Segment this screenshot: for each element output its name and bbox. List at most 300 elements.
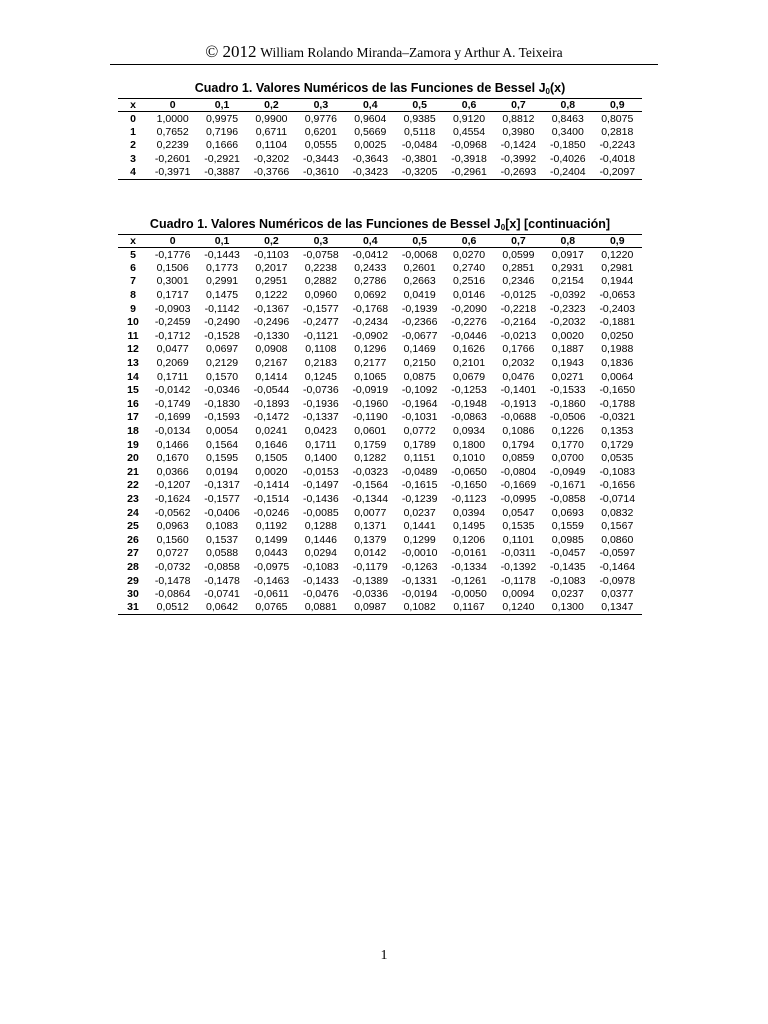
table-cell: 0,1167 bbox=[444, 601, 493, 615]
table-cell: -0,2097 bbox=[593, 166, 642, 180]
table-cell: -0,1564 bbox=[352, 479, 389, 492]
table-cell: 0,2101 bbox=[452, 357, 486, 370]
table-cell: 0,0237 bbox=[403, 506, 436, 519]
table-cell: 0,1887 bbox=[551, 343, 584, 356]
table-cell: -0,0902 bbox=[352, 329, 389, 342]
table-cell: -0,1939 bbox=[401, 302, 438, 315]
header-rule bbox=[110, 64, 658, 65]
row-x-value: 29 bbox=[127, 574, 139, 587]
table-cell: -0,0677 bbox=[401, 329, 438, 342]
table-cell: 0,1400 bbox=[304, 452, 337, 465]
table-cell: 0,0194 bbox=[206, 465, 239, 478]
authors-line: William Rolando Miranda–Zamora y Arthur A. Teixeira bbox=[260, 45, 563, 60]
table-cell: -0,1788 bbox=[599, 397, 636, 410]
table-cell: -0,3971 bbox=[148, 166, 197, 180]
table-cell: 0,9604 bbox=[354, 112, 387, 125]
table-cell: -0,2276 bbox=[451, 316, 487, 329]
table-cell: -0,0968 bbox=[451, 139, 487, 152]
table-row bbox=[118, 411, 642, 425]
table-cell: -0,1178 bbox=[501, 574, 536, 587]
column-header: 0,6 bbox=[444, 235, 493, 248]
table-cell: -0,1443 bbox=[204, 248, 240, 261]
table-cell: 0,1789 bbox=[403, 438, 436, 451]
table-cell: -0,0804 bbox=[500, 465, 537, 478]
table-cell: 0,1766 bbox=[502, 343, 535, 356]
table-cell: -0,0714 bbox=[599, 492, 636, 505]
table-cell: -0,0863 bbox=[451, 411, 487, 424]
table-cell: 0,2663 bbox=[403, 275, 436, 288]
table-cell: -0,0975 bbox=[253, 560, 290, 573]
table-cell: 0,1151 bbox=[403, 452, 436, 465]
table-cell: -0,1433 bbox=[303, 574, 339, 587]
table-row bbox=[118, 166, 642, 180]
row-x-value: 20 bbox=[127, 452, 139, 465]
table-cell: -0,1948 bbox=[451, 397, 487, 410]
table-cell: 0,0642 bbox=[197, 601, 246, 615]
table-cell: 0,1108 bbox=[305, 343, 337, 356]
table-cell: 0,2154 bbox=[551, 275, 584, 288]
row-x-value: 7 bbox=[130, 275, 136, 288]
row-x-value: 19 bbox=[127, 438, 139, 451]
table-cell: -0,0919 bbox=[352, 384, 389, 397]
table-cell: -0,2323 bbox=[550, 302, 586, 315]
table-cell: -0,0161 bbox=[451, 547, 487, 560]
row-x-value: 15 bbox=[127, 384, 139, 397]
table-cell: -0,2164 bbox=[500, 316, 537, 329]
table-cell: 0,8075 bbox=[601, 112, 634, 125]
table-cell: 0,0146 bbox=[452, 289, 486, 302]
table-cell: -0,4026 bbox=[550, 153, 586, 166]
table-cell: -0,1749 bbox=[154, 397, 191, 410]
row-x-value: 13 bbox=[127, 357, 139, 370]
table-cell: 0,0064 bbox=[601, 370, 634, 383]
table-cell: -0,2477 bbox=[303, 316, 339, 329]
table-cell: 0,0394 bbox=[452, 506, 486, 519]
table-cell: -0,1463 bbox=[253, 574, 290, 587]
table-cell: 0,8812 bbox=[502, 112, 535, 125]
table-cell: -0,0336 bbox=[352, 588, 389, 601]
table-cell: 0,1347 bbox=[593, 601, 642, 615]
table-row bbox=[118, 125, 642, 139]
table-cell: -0,0134 bbox=[154, 425, 191, 438]
table-cell: -0,0903 bbox=[154, 302, 191, 315]
table-cell: 0,0270 bbox=[452, 248, 486, 261]
table-cell: 0,0377 bbox=[601, 588, 634, 601]
table-cell: -0,1699 bbox=[154, 411, 191, 424]
table-cell: 0,1646 bbox=[255, 438, 288, 451]
table-cell: -0,1414 bbox=[253, 479, 290, 492]
table-cell: 0,1567 bbox=[601, 520, 634, 533]
table-cell: 0,0294 bbox=[304, 547, 337, 560]
table-cell: 0,3400 bbox=[551, 125, 584, 138]
column-header: 0,2 bbox=[247, 235, 296, 248]
table-cell: 0,1296 bbox=[354, 343, 387, 356]
row-x-value: 11 bbox=[127, 329, 139, 342]
table-cell: 0,0419 bbox=[403, 289, 436, 302]
table-cell: 0,0908 bbox=[255, 343, 288, 356]
table-cell: 0,1192 bbox=[255, 520, 288, 533]
table-cell: 0,0601 bbox=[354, 425, 387, 438]
table-cell: 0,2032 bbox=[502, 357, 535, 370]
table-cell: -0,1317 bbox=[204, 479, 240, 492]
table-cell: 0,1446 bbox=[304, 533, 337, 546]
row-x-value: 23 bbox=[127, 492, 139, 505]
row-x-value: 17 bbox=[127, 411, 139, 424]
table-cell: -0,1913 bbox=[500, 397, 537, 410]
table-cell: 0,2239 bbox=[156, 139, 189, 152]
table-cell: 0,0555 bbox=[304, 139, 337, 152]
row-x-value: 8 bbox=[130, 289, 136, 302]
table-cell: 0,0094 bbox=[502, 588, 535, 601]
table-cell: 0,0077 bbox=[354, 506, 387, 519]
table-cell: 0,2516 bbox=[452, 275, 486, 288]
row-x-value: 12 bbox=[127, 343, 139, 356]
copyright-notice: © 2012 bbox=[205, 42, 257, 61]
table-cell: -0,1142 bbox=[204, 302, 240, 315]
table-cell: -0,1478 bbox=[154, 574, 191, 587]
table-cell: -0,1344 bbox=[352, 492, 389, 505]
table-cell: -0,0978 bbox=[599, 574, 636, 587]
table-cell: -0,1624 bbox=[154, 492, 191, 505]
table-cell: -0,0597 bbox=[599, 547, 636, 560]
table-cell: 0,1537 bbox=[206, 533, 239, 546]
row-x-value: 6 bbox=[130, 261, 136, 274]
table-cell: -0,2961 bbox=[444, 166, 493, 180]
table-row bbox=[118, 343, 642, 357]
caption-text: Cuadro 1. Valores Numéricos de las Funciones de Bessel J bbox=[149, 217, 501, 231]
table-row bbox=[118, 492, 642, 506]
header-row bbox=[118, 99, 642, 112]
table-cell: 0,2951 bbox=[255, 275, 288, 288]
table-row bbox=[118, 315, 642, 329]
row-x-value: 10 bbox=[127, 316, 139, 329]
table-cell: 0,0054 bbox=[206, 425, 239, 438]
table-cell: -0,1671 bbox=[550, 479, 586, 492]
table-cell: 0,0917 bbox=[551, 248, 584, 261]
column-header: 0,3 bbox=[296, 235, 345, 248]
column-header: 0,1 bbox=[197, 99, 246, 112]
table-cell: -0,2366 bbox=[401, 316, 438, 329]
table-cell: 0,0599 bbox=[502, 248, 535, 261]
table-cell: -0,1850 bbox=[550, 139, 586, 152]
table-cell: 0,9120 bbox=[452, 112, 486, 125]
table-cell: 0,1475 bbox=[206, 289, 239, 302]
table-cell: 0,0423 bbox=[304, 425, 337, 438]
table-cell: 0,2433 bbox=[354, 261, 387, 274]
table-cell: -0,0010 bbox=[401, 547, 438, 560]
table-cell: -0,0484 bbox=[401, 139, 438, 152]
table-cell: 0,5118 bbox=[403, 125, 436, 138]
table-cell: 0,2601 bbox=[403, 261, 436, 274]
table-cell: 0,1220 bbox=[601, 248, 634, 261]
table-cell: 0,1505 bbox=[255, 452, 288, 465]
row-x-value: 26 bbox=[127, 533, 139, 546]
table-cell: -0,0446 bbox=[451, 329, 487, 342]
table-cell: -0,1392 bbox=[500, 560, 537, 573]
table-cell: -0,2601 bbox=[154, 153, 191, 166]
column-header: 0 bbox=[148, 235, 197, 248]
table-cell: 0,0588 bbox=[206, 547, 239, 560]
table-cell: -0,2403 bbox=[599, 302, 636, 315]
column-header: 0,4 bbox=[346, 99, 395, 112]
table-cell: -0,0406 bbox=[204, 506, 240, 519]
table-cell: -0,0741 bbox=[204, 588, 240, 601]
table-cell: 0,1083 bbox=[206, 520, 239, 533]
table-cell: 0,1794 bbox=[502, 438, 535, 451]
table-row bbox=[118, 288, 642, 302]
table-body bbox=[118, 112, 642, 180]
column-header: 0,2 bbox=[247, 99, 296, 112]
table-cell: 0,0881 bbox=[296, 601, 345, 615]
table-cell: -0,0858 bbox=[550, 492, 586, 505]
table-cell: 0,0476 bbox=[502, 370, 535, 383]
table-row bbox=[118, 152, 642, 166]
bessel-table-2 bbox=[118, 216, 642, 615]
table-cell: -0,0611 bbox=[254, 588, 289, 601]
table-cell: 0,7196 bbox=[206, 125, 239, 138]
table-cell: 0,9975 bbox=[206, 112, 239, 125]
table-cell: 0,1560 bbox=[156, 533, 189, 546]
table-cell: -0,0311 bbox=[501, 547, 536, 560]
table-cell: 0,1441 bbox=[403, 520, 436, 533]
table-cell: 0,2786 bbox=[354, 275, 387, 288]
table-cell: -0,0650 bbox=[451, 465, 487, 478]
table-cell: -0,1776 bbox=[154, 248, 191, 261]
table-cell: 0,1570 bbox=[206, 370, 239, 383]
table-cell: 0,1711 bbox=[305, 438, 337, 451]
table-cell: -0,1593 bbox=[204, 411, 240, 424]
table-cell: -0,0346 bbox=[204, 384, 240, 397]
table-cell: -0,1650 bbox=[451, 479, 487, 492]
table-cell: -0,1656 bbox=[599, 479, 636, 492]
table-cell: 0,1836 bbox=[601, 357, 634, 370]
table-cell: -0,1830 bbox=[204, 397, 240, 410]
table-cell: 0,0693 bbox=[551, 506, 584, 519]
table-cell: -0,2496 bbox=[253, 316, 290, 329]
table-cell: -0,1472 bbox=[253, 411, 290, 424]
table-cell: 0,1226 bbox=[551, 425, 584, 438]
table-cell: 0,1770 bbox=[551, 438, 584, 451]
table-cell: -0,1083 bbox=[303, 560, 339, 573]
caption-subscript: 0 bbox=[500, 223, 506, 232]
row-x-value: 27 bbox=[127, 547, 139, 560]
table-cell: -0,0736 bbox=[303, 384, 339, 397]
table-row bbox=[118, 465, 642, 479]
table-cell: -0,1337 bbox=[303, 411, 339, 424]
row-x-value: 2 bbox=[130, 139, 136, 152]
table-cell: 0,3980 bbox=[502, 125, 535, 138]
table-cell: 0,1466 bbox=[156, 438, 189, 451]
table-row bbox=[118, 519, 642, 533]
table-cell: -0,1424 bbox=[500, 139, 537, 152]
table-cell: 0,1101 bbox=[502, 533, 535, 546]
table-cell: -0,1650 bbox=[599, 384, 636, 397]
table-cell: 0,1065 bbox=[354, 370, 387, 383]
table-row bbox=[118, 533, 642, 547]
table-row bbox=[118, 383, 642, 397]
table-cell: 0,1010 bbox=[452, 452, 486, 465]
table-cell: 0,1559 bbox=[551, 520, 584, 533]
column-header: 0,8 bbox=[543, 235, 592, 248]
column-header: 0,9 bbox=[593, 99, 642, 112]
table-cell: -0,2921 bbox=[204, 153, 240, 166]
table-cell: -0,1528 bbox=[204, 329, 240, 342]
table-cell: 0,2177 bbox=[354, 357, 387, 370]
table-row bbox=[118, 451, 642, 465]
table-row bbox=[118, 370, 642, 384]
table-cell: -0,1964 bbox=[401, 397, 438, 410]
table-cell: 0,1469 bbox=[403, 343, 436, 356]
table-cell: -0,0194 bbox=[401, 588, 438, 601]
row-x-value: 24 bbox=[127, 506, 139, 519]
table-cell: 0,1222 bbox=[255, 289, 288, 302]
table-cell: -0,2243 bbox=[599, 139, 636, 152]
caption-suffix: [x] [continuación] bbox=[505, 217, 611, 231]
table-cell: -0,0142 bbox=[154, 384, 191, 397]
row-x-value: 14 bbox=[127, 370, 139, 383]
table-row bbox=[118, 424, 642, 438]
row-x-value: 3 bbox=[130, 153, 136, 166]
table-cell: -0,0323 bbox=[352, 465, 389, 478]
row-x-value: 9 bbox=[130, 302, 136, 315]
column-header: 0,9 bbox=[593, 235, 642, 248]
table-cell: -0,1092 bbox=[401, 384, 438, 397]
table-cell: -0,0412 bbox=[352, 248, 389, 261]
table-cell: 0,1299 bbox=[403, 533, 436, 546]
column-header: x bbox=[118, 235, 148, 248]
table-cell: 0,2069 bbox=[156, 357, 189, 370]
table-cell: -0,1401 bbox=[500, 384, 537, 397]
table-cell: -0,0153 bbox=[303, 465, 339, 478]
table-cell: -0,0246 bbox=[253, 506, 290, 519]
table-cell: -0,2490 bbox=[204, 316, 240, 329]
table-body bbox=[118, 248, 642, 615]
table-row bbox=[118, 397, 642, 411]
table-cell: 0,1711 bbox=[157, 370, 189, 383]
caption-subscript: 0 bbox=[545, 87, 550, 96]
table-cell: -0,0085 bbox=[303, 506, 339, 519]
table-row bbox=[118, 438, 642, 452]
table-cell: -0,1464 bbox=[599, 560, 636, 573]
table-cell: 0,6201 bbox=[304, 125, 337, 138]
column-header: 0 bbox=[148, 99, 197, 112]
table-cell: 0,2346 bbox=[502, 275, 535, 288]
table-cell: 0,0934 bbox=[452, 425, 486, 438]
row-x-value: 22 bbox=[127, 479, 139, 492]
table-cell: 0,0859 bbox=[502, 452, 535, 465]
table-cell: -0,1497 bbox=[303, 479, 339, 492]
column-header: x bbox=[118, 99, 148, 112]
table-cell: -0,1103 bbox=[254, 248, 289, 261]
table-cell: -0,3887 bbox=[197, 166, 246, 180]
table-cell: -0,0457 bbox=[550, 547, 586, 560]
table-cell: 0,0772 bbox=[403, 425, 436, 438]
table-cell: 0,1535 bbox=[502, 520, 535, 533]
table-row bbox=[118, 248, 642, 262]
row-x-value: 30 bbox=[127, 588, 139, 601]
table-cell: 0,0963 bbox=[156, 520, 189, 533]
table-cell: -0,1669 bbox=[500, 479, 537, 492]
table-cell: 0,0700 bbox=[551, 452, 584, 465]
table-cell: 0,2981 bbox=[601, 261, 634, 274]
table-cell: -0,3801 bbox=[401, 153, 438, 166]
table-cell: -0,1334 bbox=[451, 560, 487, 573]
table-cell: -0,0125 bbox=[500, 289, 537, 302]
table-cell: -0,0732 bbox=[154, 560, 191, 573]
caption-text: Cuadro 1. Valores Numéricos de las Funciones de Bessel J bbox=[194, 81, 546, 95]
table-row bbox=[118, 547, 642, 561]
table-cell: 0,1245 bbox=[304, 370, 337, 383]
table-cell: 0,2183 bbox=[304, 357, 337, 370]
table-cell: -0,2090 bbox=[451, 302, 487, 315]
table-cell: -0,1367 bbox=[253, 302, 290, 315]
table-cell: 0,2129 bbox=[206, 357, 239, 370]
table-cell: 0,0860 bbox=[601, 533, 634, 546]
table-row bbox=[118, 302, 642, 316]
table-cell: -0,0949 bbox=[550, 465, 586, 478]
table-cell: 0,2167 bbox=[255, 357, 288, 370]
table-cell: 0,1495 bbox=[452, 520, 486, 533]
row-x-value: 5 bbox=[130, 248, 136, 261]
table-cell: 0,0512 bbox=[148, 601, 197, 615]
table-cell: 0,0443 bbox=[255, 547, 288, 560]
table-cell: 0,2017 bbox=[255, 261, 288, 274]
table-cell: -0,1514 bbox=[253, 492, 290, 505]
page-number: 1 bbox=[380, 948, 388, 963]
table-cell: 0,6711 bbox=[255, 125, 288, 138]
table-row bbox=[118, 560, 642, 574]
table-cell: 0,2931 bbox=[551, 261, 584, 274]
table-row bbox=[118, 601, 642, 615]
table-cell: 0,1670 bbox=[156, 452, 189, 465]
table-cell: 0,1800 bbox=[452, 438, 486, 451]
row-x-value: 28 bbox=[127, 560, 139, 573]
table-row bbox=[118, 506, 642, 520]
table-cell: -0,1436 bbox=[303, 492, 339, 505]
table-cell: 0,1082 bbox=[395, 601, 444, 615]
table-cell: 0,2882 bbox=[304, 275, 337, 288]
column-header: 0,4 bbox=[346, 235, 395, 248]
table-cell: 0,0237 bbox=[551, 588, 584, 601]
table-cell: 0,0241 bbox=[255, 425, 288, 438]
table-cell: -0,1239 bbox=[401, 492, 438, 505]
table-row bbox=[118, 275, 642, 289]
table-caption bbox=[118, 80, 642, 98]
page-header bbox=[0, 42, 768, 62]
table-cell: 0,1773 bbox=[206, 261, 239, 274]
table-cell: -0,0858 bbox=[204, 560, 240, 573]
table-cell: 0,1506 bbox=[156, 261, 189, 274]
table-cell: 0,0987 bbox=[346, 601, 395, 615]
table-cell: -0,0506 bbox=[550, 411, 586, 424]
table-cell: 0,0366 bbox=[156, 465, 189, 478]
table-row bbox=[118, 112, 642, 126]
values-table bbox=[118, 98, 642, 180]
table-row bbox=[118, 587, 642, 601]
column-header: 0,7 bbox=[494, 235, 543, 248]
table-cell: -0,1121 bbox=[303, 329, 339, 342]
table-cell: -0,1893 bbox=[253, 397, 290, 410]
table-cell: 0,3001 bbox=[156, 275, 189, 288]
table-cell: -0,1031 bbox=[401, 411, 438, 424]
table-cell: -0,1768 bbox=[352, 302, 389, 315]
table-cell: -0,1263 bbox=[401, 560, 438, 573]
table-cell: -0,1881 bbox=[599, 316, 636, 329]
table-cell: 0,1729 bbox=[601, 438, 634, 451]
table-cell: 0,2740 bbox=[452, 261, 486, 274]
table-cell: 0,0960 bbox=[304, 289, 337, 302]
table-cell: -0,2032 bbox=[550, 316, 586, 329]
